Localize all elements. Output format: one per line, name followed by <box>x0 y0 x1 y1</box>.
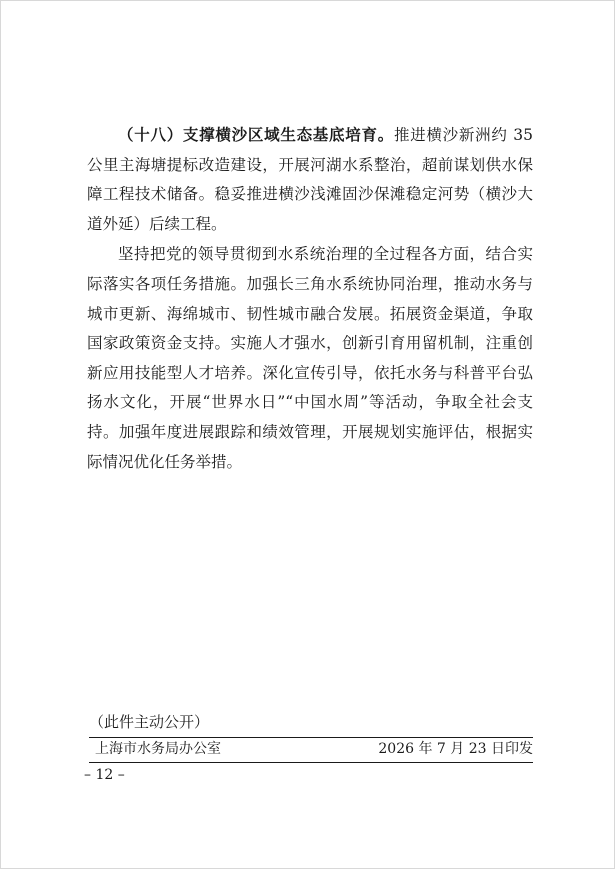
page-number: – 12 – <box>84 767 125 783</box>
issuance-line <box>95 739 533 759</box>
printed-date: 2026 年 7 月 23 日印发 <box>378 741 533 757</box>
document-body <box>87 120 533 478</box>
paragraph-guarantee <box>87 240 533 477</box>
footer-rule-bottom <box>89 762 533 763</box>
issuing-office: 上海市水务局办公室 <box>95 741 221 757</box>
paragraph-text: 坚持把党的领导贯彻到水系统治理的全过程各方面，结合实际落实各项任务措施。加强长三角水系统协同治理，推动水务与城市更新、海绵城市、韧性城市融合发展。拓展资金渠道，争取国家政策资金支持。实施人才强水，创新引育用留机制，注重创新应用技能型人才培养。深化宣传引导，依托水务与科普平台弘扬水文化，开展“世界水日”“中国水周”等活动，争取全社会支持。加强年度进展跟踪和绩效管理，开展规划实施评估，根据实际情况优化任务举措。 <box>87 245 533 471</box>
disclosure-note: （此件主动公开） <box>89 713 210 731</box>
footer-rule-top <box>89 737 533 738</box>
paragraph-text: 推进横沙新洲约 35 公里主海塘提标改造建设，开展河湖水系整治，超前谋划供水保障工程技术储备。稳妥推进横沙浅滩固沙保滩稳定河势（横沙大道外延）后续工程。 <box>87 126 533 233</box>
paragraph-eighteen <box>87 120 533 239</box>
paragraph-heading: （十八）支撑横沙区域生态基底培育。 <box>118 125 394 144</box>
